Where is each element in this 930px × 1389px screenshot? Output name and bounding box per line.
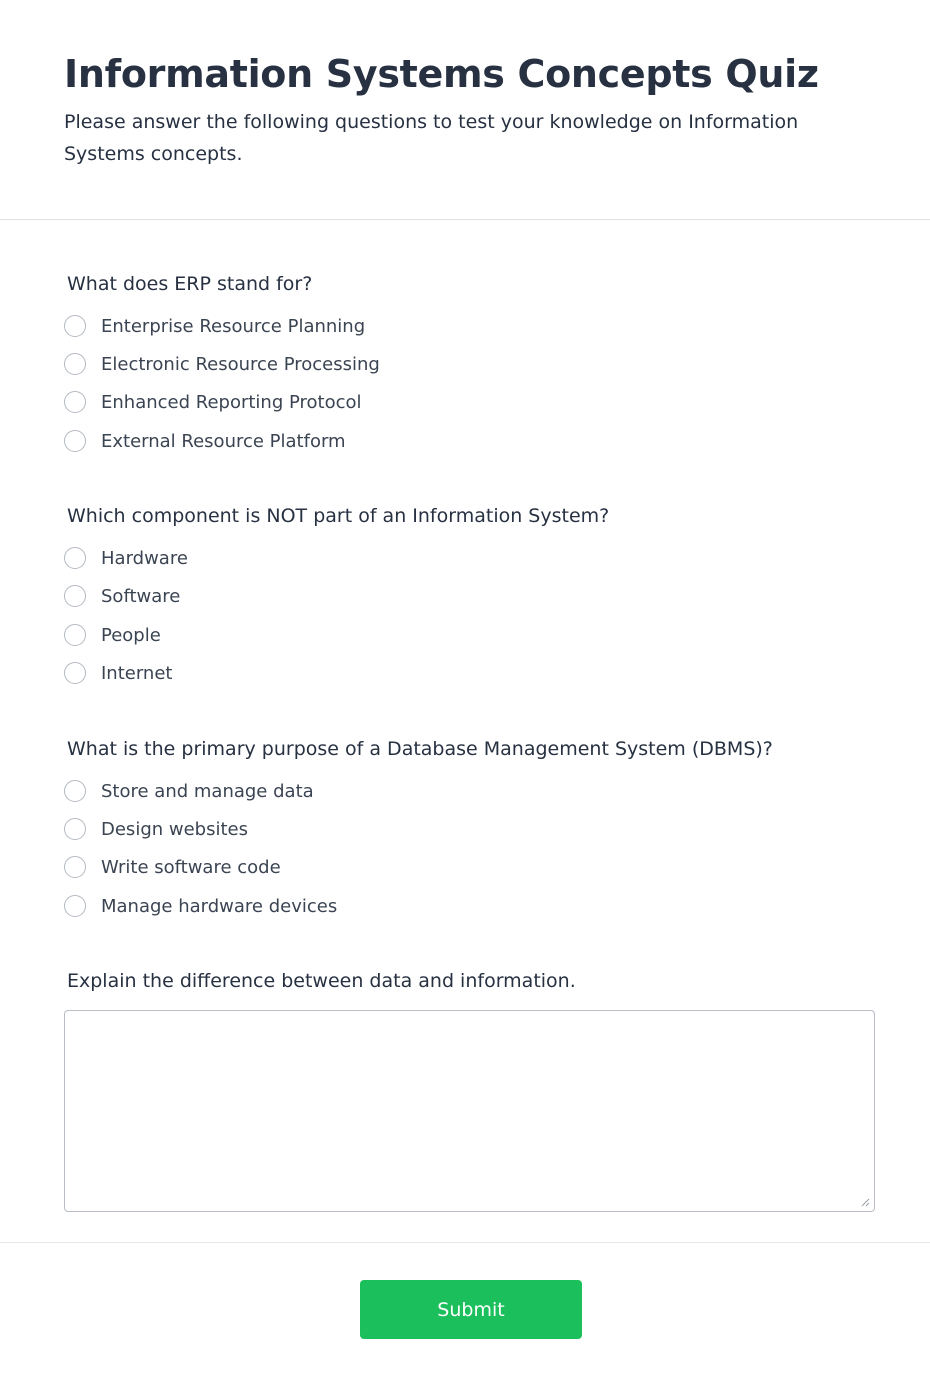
- q1-option-4[interactable]: [64, 428, 346, 454]
- option-label: Manage hardware devices: [101, 895, 338, 917]
- radio-button[interactable]: [64, 430, 86, 452]
- option-label: External Resource Platform: [101, 430, 346, 452]
- q2-option-2[interactable]: [64, 583, 180, 609]
- footer-divider: [0, 1242, 930, 1243]
- q2-option-1[interactable]: [64, 545, 188, 571]
- option-label: People: [101, 624, 161, 646]
- page-subtitle: Please answer the following questions to test your knowledge on Information Systems concepts.: [64, 111, 799, 165]
- option-label: Write software code: [101, 856, 281, 878]
- radio-button[interactable]: [64, 585, 86, 607]
- page-title: Information Systems Concepts Quiz: [64, 52, 819, 96]
- q2-option-3[interactable]: [64, 622, 161, 648]
- option-label: Design websites: [101, 818, 248, 840]
- q3-option-3[interactable]: [64, 854, 281, 880]
- question-1-text: What does ERP stand for?: [67, 273, 313, 295]
- radio-button[interactable]: [64, 547, 86, 569]
- option-label: Electronic Resource Processing: [101, 353, 380, 375]
- radio-button[interactable]: [64, 353, 86, 375]
- q1-option-1[interactable]: [64, 313, 365, 339]
- answer-textarea[interactable]: [64, 1010, 875, 1212]
- q1-option-3[interactable]: [64, 389, 362, 415]
- radio-button[interactable]: [64, 895, 86, 917]
- q3-option-2[interactable]: [64, 816, 248, 842]
- q3-option-4[interactable]: [64, 893, 337, 919]
- resize-grip-icon[interactable]: [860, 1197, 870, 1207]
- radio-button[interactable]: [64, 780, 86, 802]
- radio-button[interactable]: [64, 818, 86, 840]
- radio-button[interactable]: [64, 856, 86, 878]
- q2-option-4[interactable]: [64, 660, 172, 686]
- quiz-header: [0, 0, 930, 220]
- option-label: Enhanced Reporting Protocol: [101, 391, 362, 413]
- option-label: Store and manage data: [101, 780, 314, 802]
- question-4-text: Explain the difference between data and information.: [67, 970, 576, 992]
- radio-button[interactable]: [64, 624, 86, 646]
- radio-button[interactable]: [64, 315, 86, 337]
- radio-button[interactable]: [64, 391, 86, 413]
- submit-button[interactable]: Submit: [360, 1280, 582, 1339]
- question-2-text: Which component is NOT part of an Information System?: [67, 505, 610, 527]
- option-label: Internet: [101, 662, 173, 684]
- option-label: Hardware: [101, 547, 188, 569]
- radio-button[interactable]: [64, 662, 86, 684]
- option-label: Software: [101, 585, 181, 607]
- option-label: Enterprise Resource Planning: [101, 315, 366, 337]
- q1-option-2[interactable]: [64, 351, 380, 377]
- q3-option-1[interactable]: [64, 778, 314, 804]
- question-3-text: What is the primary purpose of a Database Management System (DBMS)?: [67, 738, 773, 760]
